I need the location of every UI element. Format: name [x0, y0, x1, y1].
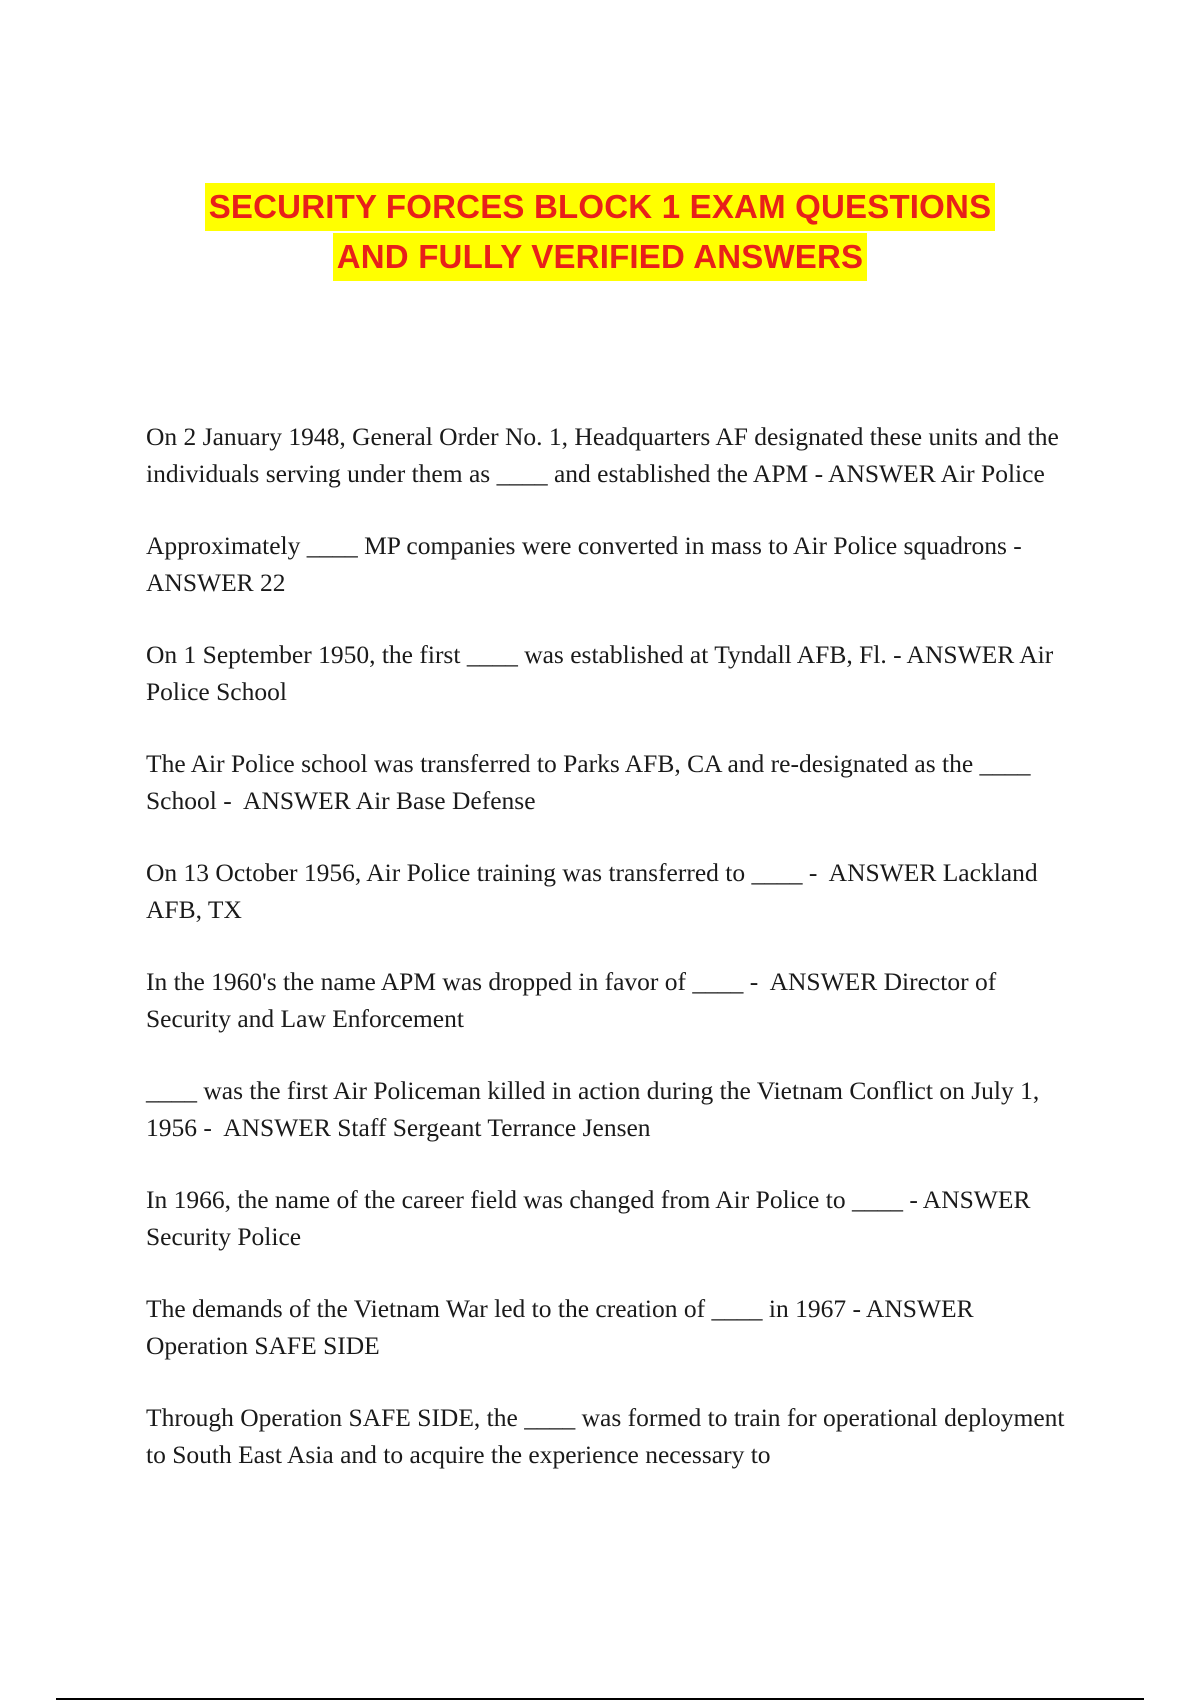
question-answer-list: [146, 419, 1071, 1509]
qa-item-3: On 1 September 1950, the first ____ was established at Tyndall AFB, Fl. - ANSWER Air Police School: [146, 640, 1060, 706]
qa-item-7: ____ was the first Air Policeman killed in action during the Vietnam Conflict on July 1, 1956 - ANSWER Staff Sergeant Terrance Jensen: [146, 1076, 1046, 1142]
qa-item-2: Approximately ____ MP companies were converted in mass to Air Police squadrons - ANSWER 22: [146, 531, 1034, 597]
qa-item-10: Through Operation SAFE SIDE, the ____ was formed to train for operational deployment to South East Asia and to acquire the experience necessary to: [146, 1403, 1071, 1469]
qa-item-8: In 1966, the name of the career field was changed from Air Police to ____ - ANSWER Security Police: [146, 1185, 1037, 1251]
title-line-1: SECURITY FORCES BLOCK 1 EXAM QUESTIONS: [205, 183, 996, 231]
qa-item-4: The Air Police school was transferred to Parks AFB, CA and re-designated as the ____ School - ANSWER Air Base Defense: [146, 749, 1037, 815]
qa-item-6: In the 1960's the name APM was dropped in favor of ____ - ANSWER Director of Security and Law Enforcement: [146, 967, 1003, 1033]
qa-item-5: On 13 October 1956, Air Police training was transferred to ____ - ANSWER Lackland AFB, TX: [146, 858, 1043, 924]
qa-item-1: On 2 January 1948, General Order No. 1, Headquarters AF designated these units and the individuals serving under them as ____ and established the APM - ANSWER Air Police: [146, 422, 1066, 488]
title-line-2: AND FULLY VERIFIED ANSWERS: [333, 233, 868, 281]
document-title: [0, 183, 1200, 283]
qa-item-9: The demands of the Vietnam War led to the creation of ____ in 1967 - ANSWER Operation SAFE SIDE: [146, 1294, 980, 1360]
